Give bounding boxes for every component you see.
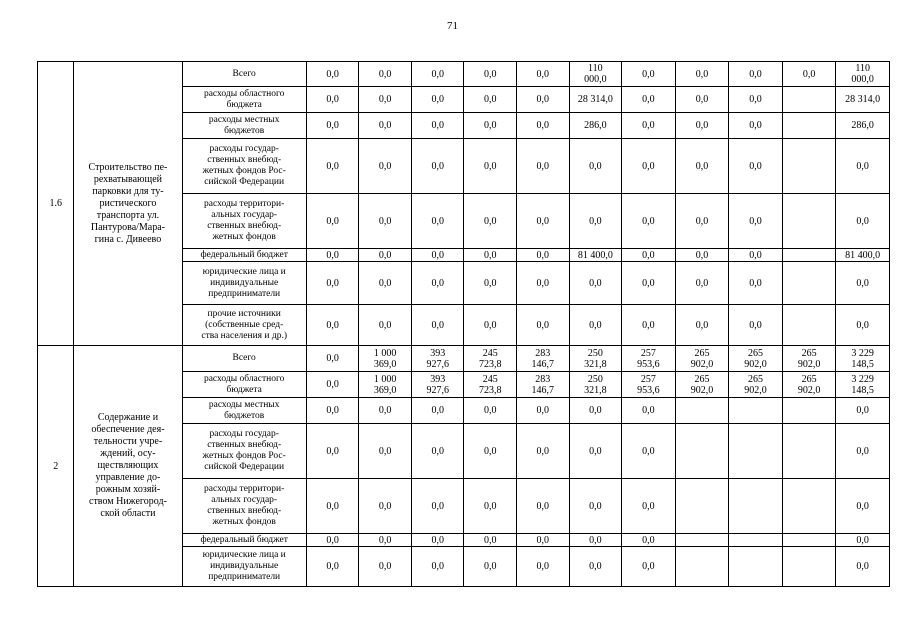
table-row [38, 62, 890, 87]
value-cell: 0,0 [359, 424, 412, 479]
value-cell: 0,0 [517, 479, 570, 534]
value-cell: 0,0 [675, 262, 729, 305]
value-cell [782, 139, 836, 194]
value-cell: 0,0 [729, 249, 783, 262]
value-cell: 0,0 [411, 249, 464, 262]
value-cell: 393 927,6 [411, 346, 464, 372]
item-name: Содержание и обеспечение дея- тельности учре- ждений, осу- ществляющих управление до- рожным хозяй- ством Нижегород- ской области [74, 346, 182, 587]
value-cell [782, 87, 836, 113]
value-cell: 0,0 [464, 62, 517, 87]
value-cell [675, 534, 729, 547]
value-cell: 81 400,0 [836, 249, 890, 262]
value-cell: 0,0 [306, 262, 359, 305]
value-cell: 0,0 [359, 62, 412, 87]
value-cell [782, 305, 836, 346]
value-cell: 0,0 [411, 479, 464, 534]
funding-source-label: Всего [182, 62, 306, 87]
value-cell: 0,0 [622, 547, 676, 587]
value-cell: 0,0 [622, 249, 676, 262]
value-cell: 0,0 [729, 305, 783, 346]
value-cell [729, 547, 783, 587]
value-cell: 0,0 [359, 139, 412, 194]
value-cell: 0,0 [306, 194, 359, 249]
value-cell: 81 400,0 [569, 249, 622, 262]
value-cell: 0,0 [359, 262, 412, 305]
value-cell: 265 902,0 [729, 346, 783, 372]
value-cell: 0,0 [464, 534, 517, 547]
value-cell: 0,0 [464, 547, 517, 587]
value-cell: 0,0 [517, 305, 570, 346]
value-cell: 265 902,0 [675, 346, 729, 372]
value-cell: 257 953,6 [622, 346, 676, 372]
value-cell: 0,0 [306, 62, 359, 87]
value-cell: 0,0 [836, 547, 890, 587]
value-cell: 0,0 [411, 87, 464, 113]
value-cell [782, 479, 836, 534]
funding-source-label: юридические лица и индивидуальные предприниматели [182, 547, 306, 587]
value-cell: 0,0 [675, 62, 729, 87]
value-cell: 0,0 [569, 534, 622, 547]
value-cell: 1 000 369,0 [359, 346, 412, 372]
item-index: 1.6 [38, 62, 74, 346]
value-cell: 0,0 [569, 139, 622, 194]
value-cell: 0,0 [675, 305, 729, 346]
value-cell: 0,0 [836, 534, 890, 547]
value-cell: 28 314,0 [836, 87, 890, 113]
value-cell: 0,0 [622, 424, 676, 479]
value-cell: 0,0 [622, 398, 676, 424]
item-name: Строительство пе- рехватывающей парковки для ту- ристического транспорта ул. Пантурова/Мара- гина с. Дивеево [74, 62, 182, 346]
value-cell: 0,0 [569, 194, 622, 249]
value-cell: 3 229 148,5 [836, 346, 890, 372]
value-cell: 0,0 [306, 479, 359, 534]
value-cell: 0,0 [569, 262, 622, 305]
value-cell: 0,0 [359, 113, 412, 139]
value-cell [729, 479, 783, 534]
value-cell: 0,0 [359, 87, 412, 113]
value-cell: 0,0 [464, 194, 517, 249]
value-cell [782, 194, 836, 249]
value-cell: 0,0 [359, 479, 412, 534]
value-cell: 0,0 [306, 249, 359, 262]
value-cell: 0,0 [622, 534, 676, 547]
value-cell: 0,0 [622, 262, 676, 305]
value-cell: 0,0 [729, 262, 783, 305]
value-cell: 393 927,6 [411, 372, 464, 398]
table-row [38, 346, 890, 372]
value-cell: 0,0 [569, 547, 622, 587]
value-cell: 0,0 [464, 262, 517, 305]
value-cell: 0,0 [675, 194, 729, 249]
value-cell [782, 249, 836, 262]
value-cell: 0,0 [464, 398, 517, 424]
value-cell [782, 398, 836, 424]
value-cell: 0,0 [622, 305, 676, 346]
value-cell: 245 723,8 [464, 346, 517, 372]
value-cell: 0,0 [517, 249, 570, 262]
funding-source-label: федеральный бюджет [182, 534, 306, 547]
funding-source-label: расходы местных бюджетов [182, 398, 306, 424]
value-cell: 265 902,0 [782, 346, 836, 372]
value-cell: 0,0 [306, 305, 359, 346]
value-cell: 0,0 [359, 249, 412, 262]
value-cell [729, 534, 783, 547]
value-cell: 0,0 [411, 139, 464, 194]
value-cell: 0,0 [411, 113, 464, 139]
value-cell [675, 479, 729, 534]
value-cell: 0,0 [306, 534, 359, 547]
value-cell: 0,0 [411, 62, 464, 87]
value-cell [729, 398, 783, 424]
value-cell: 0,0 [622, 62, 676, 87]
value-cell: 286,0 [836, 113, 890, 139]
value-cell: 0,0 [464, 479, 517, 534]
funding-source-label: расходы областного бюджета [182, 372, 306, 398]
value-cell: 0,0 [569, 479, 622, 534]
value-cell: 0,0 [411, 547, 464, 587]
funding-source-label: прочие источники (собственные сред- ства населения и др.) [182, 305, 306, 346]
value-cell: 0,0 [464, 249, 517, 262]
value-cell: 0,0 [464, 139, 517, 194]
value-cell: 0,0 [359, 305, 412, 346]
value-cell: 0,0 [622, 87, 676, 113]
value-cell: 265 902,0 [782, 372, 836, 398]
funding-source-label: расходы государ- ственных внебюд- жетных фондов Рос- сийской Федерации [182, 139, 306, 194]
value-cell: 0,0 [306, 139, 359, 194]
value-cell: 0,0 [836, 139, 890, 194]
value-cell: 28 314,0 [569, 87, 622, 113]
value-cell: 110 000,0 [836, 62, 890, 87]
value-cell: 0,0 [729, 139, 783, 194]
value-cell: 0,0 [411, 534, 464, 547]
value-cell: 3 229 148,5 [836, 372, 890, 398]
value-cell: 0,0 [836, 262, 890, 305]
value-cell: 245 723,8 [464, 372, 517, 398]
value-cell: 0,0 [411, 194, 464, 249]
value-cell [782, 547, 836, 587]
funding-source-label: расходы территори- альных государ- ственных внебюд- жетных фондов [182, 479, 306, 534]
value-cell: 0,0 [836, 424, 890, 479]
value-cell [782, 262, 836, 305]
value-cell: 0,0 [729, 113, 783, 139]
value-cell: 283 146,7 [517, 372, 570, 398]
value-cell: 0,0 [517, 398, 570, 424]
value-cell: 0,0 [306, 346, 359, 372]
value-cell: 0,0 [836, 194, 890, 249]
value-cell: 0,0 [306, 424, 359, 479]
value-cell [675, 424, 729, 479]
value-cell: 0,0 [517, 547, 570, 587]
funding-source-label: юридические лица и индивидуальные предприниматели [182, 262, 306, 305]
value-cell: 257 953,6 [622, 372, 676, 398]
value-cell: 0,0 [729, 87, 783, 113]
value-cell: 0,0 [464, 424, 517, 479]
value-cell: 250 321,8 [569, 372, 622, 398]
value-cell: 250 321,8 [569, 346, 622, 372]
value-cell: 1 000 369,0 [359, 372, 412, 398]
funding-source-label: расходы местных бюджетов [182, 113, 306, 139]
value-cell: 0,0 [306, 372, 359, 398]
value-cell: 0,0 [306, 87, 359, 113]
value-cell: 0,0 [306, 398, 359, 424]
value-cell [782, 113, 836, 139]
value-cell: 0,0 [517, 424, 570, 479]
value-cell: 0,0 [836, 398, 890, 424]
value-cell: 0,0 [675, 139, 729, 194]
value-cell: 0,0 [675, 249, 729, 262]
funding-source-label: расходы государ- ственных внебюд- жетных фондов Рос- сийской Федерации [182, 424, 306, 479]
value-cell: 0,0 [622, 194, 676, 249]
value-cell: 0,0 [836, 305, 890, 346]
value-cell: 0,0 [729, 194, 783, 249]
budget-table [37, 61, 890, 587]
value-cell: 0,0 [622, 479, 676, 534]
value-cell [729, 424, 783, 479]
value-cell: 0,0 [675, 87, 729, 113]
value-cell: 0,0 [359, 398, 412, 424]
value-cell: 0,0 [411, 424, 464, 479]
value-cell: 0,0 [411, 398, 464, 424]
value-cell: 0,0 [306, 113, 359, 139]
value-cell: 0,0 [359, 534, 412, 547]
value-cell: 0,0 [411, 262, 464, 305]
value-cell: 0,0 [675, 113, 729, 139]
value-cell: 0,0 [517, 194, 570, 249]
value-cell: 110 000,0 [569, 62, 622, 87]
value-cell: 0,0 [517, 262, 570, 305]
value-cell: 0,0 [569, 398, 622, 424]
value-cell: 0,0 [464, 87, 517, 113]
value-cell [782, 424, 836, 479]
value-cell: 0,0 [836, 479, 890, 534]
value-cell: 0,0 [517, 139, 570, 194]
value-cell: 0,0 [464, 113, 517, 139]
funding-source-label: расходы областного бюджета [182, 87, 306, 113]
item-index: 2 [38, 346, 74, 587]
value-cell: 283 146,7 [517, 346, 570, 372]
funding-source-label: расходы территори- альных государ- ственных внебюд- жетных фондов [182, 194, 306, 249]
value-cell: 0,0 [729, 62, 783, 87]
value-cell: 0,0 [517, 62, 570, 87]
value-cell: 0,0 [622, 139, 676, 194]
value-cell: 0,0 [782, 62, 836, 87]
value-cell: 0,0 [411, 305, 464, 346]
value-cell: 0,0 [359, 547, 412, 587]
value-cell [675, 547, 729, 587]
value-cell: 265 902,0 [729, 372, 783, 398]
funding-source-label: Всего [182, 346, 306, 372]
value-cell [782, 534, 836, 547]
value-cell: 0,0 [464, 305, 517, 346]
value-cell: 0,0 [517, 113, 570, 139]
value-cell [675, 398, 729, 424]
value-cell: 0,0 [359, 194, 412, 249]
value-cell: 0,0 [622, 113, 676, 139]
value-cell: 0,0 [569, 305, 622, 346]
value-cell: 0,0 [306, 547, 359, 587]
value-cell: 286,0 [569, 113, 622, 139]
value-cell: 0,0 [517, 534, 570, 547]
value-cell: 0,0 [569, 424, 622, 479]
page-number: 71 [447, 20, 458, 32]
funding-source-label: федеральный бюджет [182, 249, 306, 262]
value-cell: 265 902,0 [675, 372, 729, 398]
value-cell: 0,0 [517, 87, 570, 113]
